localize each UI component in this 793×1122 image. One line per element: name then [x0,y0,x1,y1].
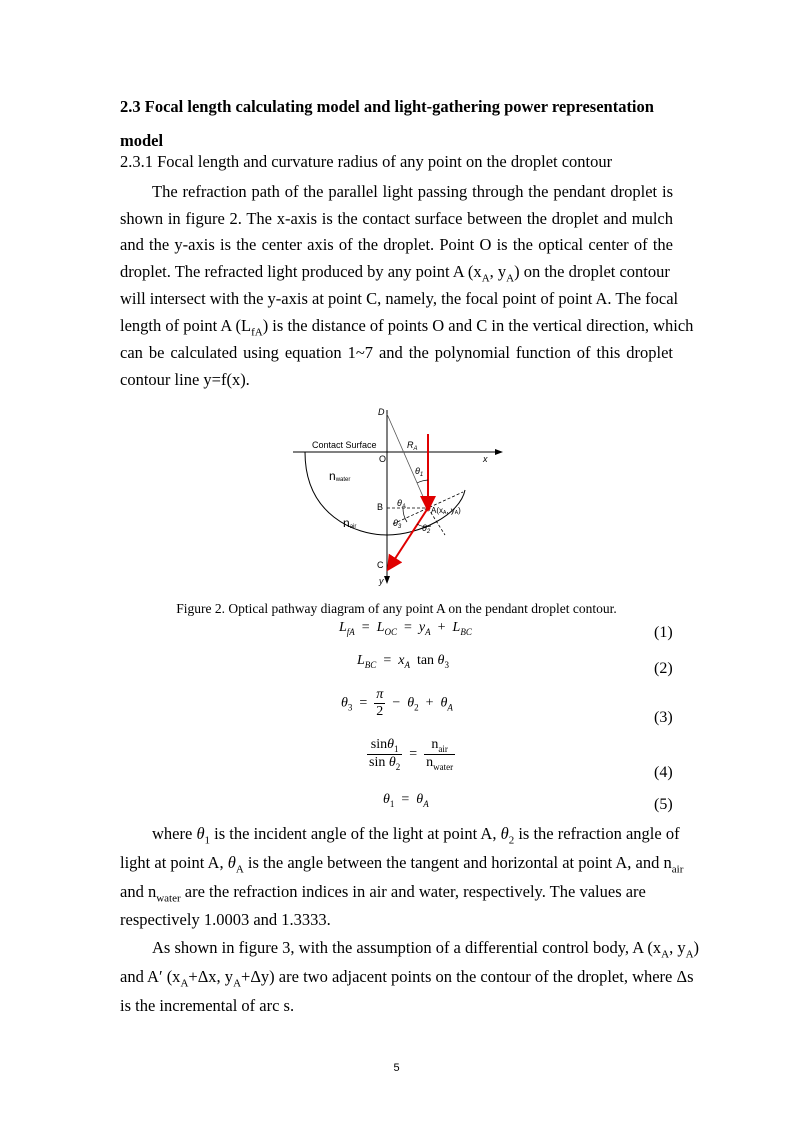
label-ra: $R_A$ [407,440,418,452]
para2-line4: respectively 1.0003 and 1.3333. [120,910,331,929]
label-c: C [377,560,384,570]
section-heading-line1: 2.3 Focal length calculating model and light-gathering power representation [120,97,654,116]
droplet-contour [305,452,465,535]
label-theta-a: $\theta_A$ [397,498,406,510]
label-y: y [379,576,384,586]
para2-line3: and $n_{water}$ are the refraction indices in air and water, respectively. The values are [120,882,646,905]
label-d: D [378,407,385,417]
equation-3: $\theta_3$ = $\frac{\pi}{2}$ − $\theta_2 + \theta_A$ [341,687,453,719]
x-axis-arrow [495,449,503,455]
para1-line2: shown in figure 2. The x-axis is the contact surface between the droplet and mulch [120,209,673,228]
optical-pathway-diagram [285,400,515,595]
equation-1-number: (1) [654,624,673,641]
para1-line8: contour line y=f(x). [120,370,250,389]
para2-line1: where $\theta_1$ is the incident angle of the light at point A, $\theta_2$ is the refraction angle of [152,824,680,847]
subsection-heading: 2.3.1 Focal length and curvature radius of any point on the droplet contour [120,152,613,171]
label-point-a: A(xA, yA) [431,506,461,516]
angle-arc-theta1 [417,480,428,483]
equation-4-number: (4) [654,764,673,781]
label-theta2: $\theta_2$ [422,523,431,535]
equation-5: $\theta_1 = \theta_A$ [383,792,429,809]
label-theta3: $\theta_3$ [393,518,402,530]
equation-2: $L_{BC} = x_A$ $\tan \theta_3$ [357,653,449,670]
label-o: O [379,454,387,464]
radius-line [387,414,428,508]
section-heading-line2: model [120,131,164,150]
label-b: B [377,502,384,512]
para3-line3: is the incremental of arc s. [120,996,295,1015]
para3-line1: As shown in figure 3, with the assumption of a differential control body, A ($x_A$, $y_A$) [152,938,700,961]
equation-5-number: (5) [654,796,673,813]
point-a [426,506,431,511]
label-n-air: nair [343,516,357,530]
label-x: x [483,454,488,464]
label-theta1: $\theta_1$ [415,466,424,478]
y-axis-arrow [384,576,390,584]
page-number: 5 [393,1062,400,1074]
para1-line1: The refraction path of the parallel light passing through the pendant droplet is [152,182,673,201]
equation-1: $L_{fA} = L_{OC} = y_A + L_{BC}$ [339,620,472,637]
equation-4: $\frac{\sin\theta_1}{\sin \theta_2}$ = $\frac{n_{air}}{n_{water}}$ [369,737,454,772]
para2-line2: light at point A, $\theta_A$ is the angle between the tangent and horizontal at point A, and $n_{air}$ [120,853,684,876]
para1-line7: can be calculated using equation 1~7 and the polynomial function of this droplet [120,343,673,362]
label-contact-surface: Contact Surface [312,440,377,450]
label-n-water: nwater [329,469,351,483]
para1-line3: and the y-axis is the center axis of the droplet. Point O is the optical center of the [120,235,673,254]
figure-caption: Figure 2. Optical pathway diagram of any point A on the pendant droplet contour. [176,601,617,616]
angle-arc-theta3 [403,508,407,522]
equation-3-number: (3) [654,709,673,726]
para1-line4: droplet. The refracted light produced by any point A ($x_A$, $y_A$) on the droplet contour [120,262,670,285]
para1-line5: will intersect with the y-axis at point C, namely, the focal point of point A. The focal [120,289,679,308]
para3-line2: and A′ ($x_A+\Delta x$, $y_A+\Delta y$) are two adjacent points on the contour of the droplet, where Δs [120,967,694,990]
para1-line6: length of point A $(L_{fA})$ is the distance of points O and C in the vertical direction, which [120,316,694,339]
equation-2-number: (2) [654,660,673,677]
